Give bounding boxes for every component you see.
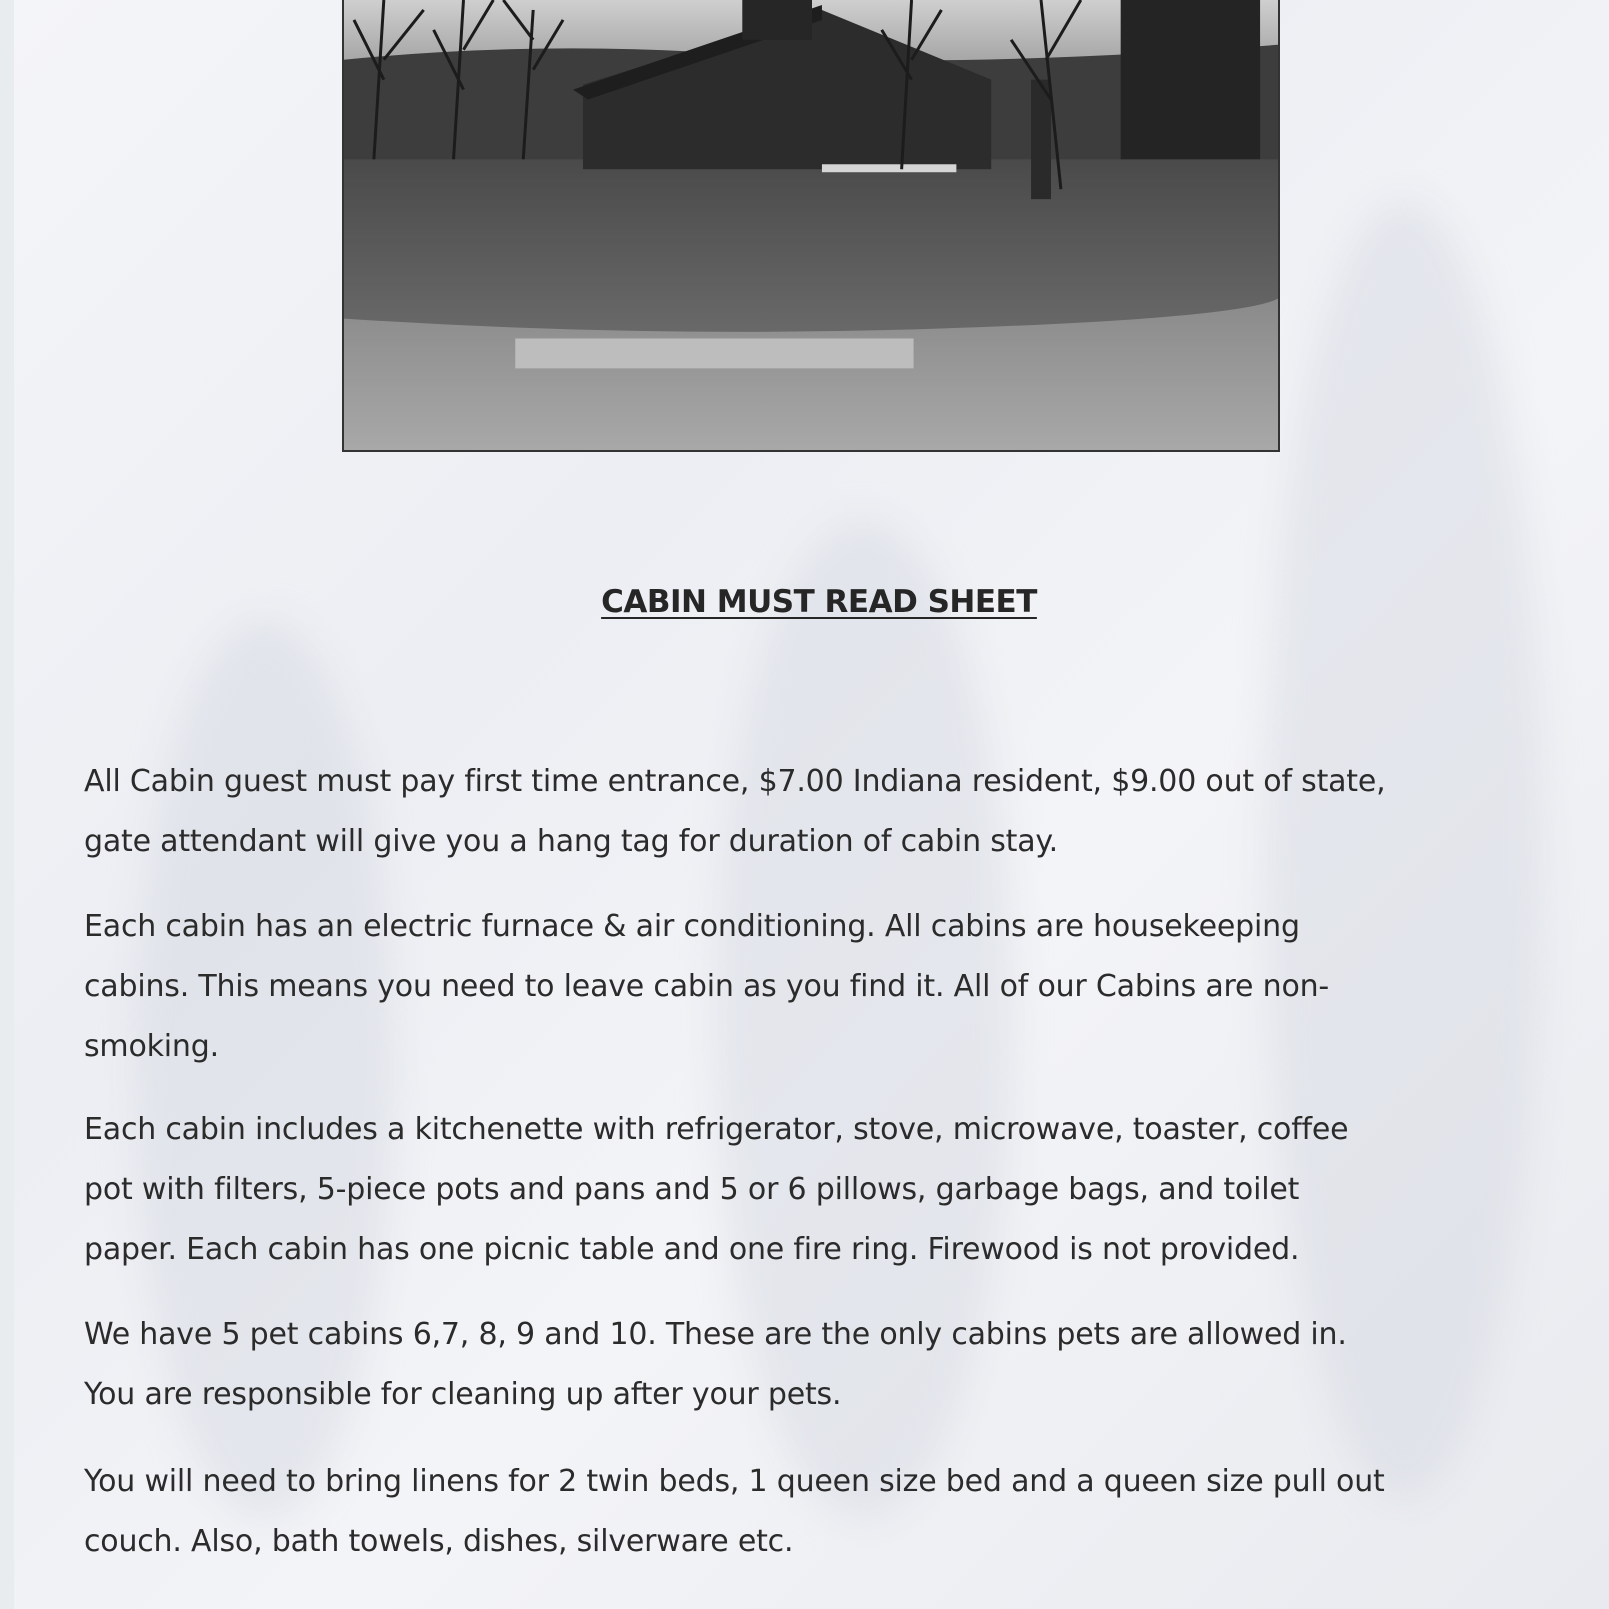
paragraph-line: You will need to bring linens for 2 twin beds, 1 queen size bed and a queen size pull out: [84, 1464, 1385, 1499]
amenities-paragraph: [84, 897, 1554, 1077]
paragraph-line: pot with filters, 5-piece pots and pans and 5 or 6 pillows, garbage bags, and toilet: [84, 1172, 1300, 1207]
paragraph-line: You are responsible for cleaning up after your pets.: [84, 1377, 842, 1412]
document-title: CABIN MUST READ SHEET: [601, 584, 1037, 620]
linens-paragraph: [84, 1452, 1554, 1572]
cabin-photo-image: [344, 0, 1278, 450]
paragraph-line: All Cabin guest must pay first time entrance, $7.00 Indiana resident, $9.00 out of state,: [84, 764, 1386, 799]
paragraph-line: We have 5 pet cabins 6,7, 8, 9 and 10. These are the only cabins pets are allowed in.: [84, 1317, 1347, 1352]
paragraph-line: Each cabin includes a kitchenette with refrigerator, stove, microwave, toaster, coffee: [84, 1112, 1349, 1147]
kitchenette-paragraph: [84, 1100, 1554, 1280]
paper-sheet: [14, 0, 1609, 1609]
paragraph-line: cabins. This means you need to leave cabin as you find it. All of our Cabins are non-: [84, 969, 1330, 1004]
paragraph-line: couch. Also, bath towels, dishes, silverware etc.: [84, 1524, 794, 1559]
pet-cabins-paragraph: [84, 1305, 1554, 1425]
paragraph-line: paper. Each cabin has one picnic table and one fire ring. Firewood is not provided.: [84, 1232, 1300, 1267]
paragraph-line: Each cabin has an electric furnace & air conditioning. All cabins are housekeeping: [84, 909, 1300, 944]
entrance-fee-paragraph: [84, 752, 1554, 872]
cabin-photo: [342, 0, 1280, 452]
paragraph-line: gate attendant will give you a hang tag for duration of cabin stay.: [84, 824, 1059, 859]
paragraph-line: smoking.: [84, 1029, 219, 1064]
